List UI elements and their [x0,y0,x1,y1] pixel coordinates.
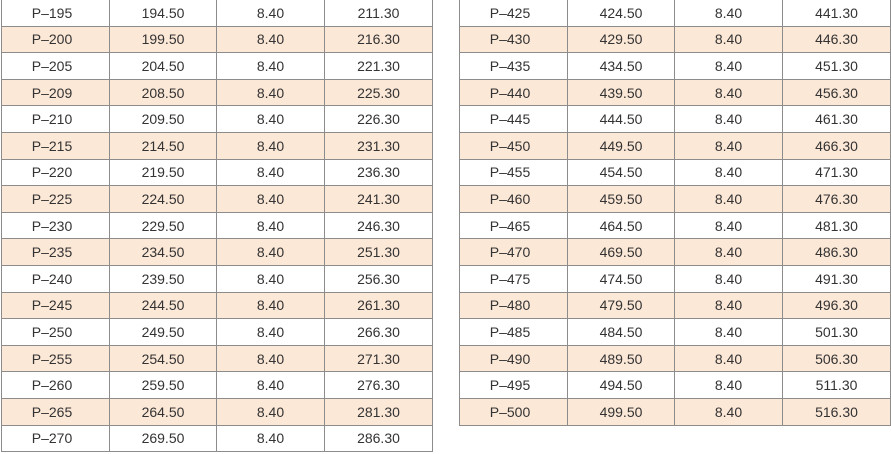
total-cell: 226.30 [325,106,433,133]
value-cell: 269.50 [110,425,217,452]
model-cell: P–205 [2,53,110,80]
size-table-right-body [460,0,891,425]
offset-cell: 8.40 [675,398,783,425]
total-cell: 491.30 [783,265,891,292]
value-cell: 229.50 [110,212,217,239]
model-cell: P–435 [460,53,568,80]
value-cell: 244.50 [110,292,217,319]
offset-cell: 8.40 [217,159,325,186]
offset-cell: 8.40 [675,319,783,346]
model-cell: P–460 [460,186,568,213]
total-cell: 511.30 [783,372,891,399]
offset-cell: 8.40 [675,159,783,186]
total-cell: 241.30 [325,186,433,213]
value-cell: 454.50 [568,159,675,186]
offset-cell: 8.40 [217,26,325,53]
offset-cell: 8.40 [675,265,783,292]
total-cell: 251.30 [325,239,433,266]
size-table-right [459,0,891,426]
table-row [460,265,891,292]
offset-cell: 8.40 [217,186,325,213]
model-cell: P–200 [2,26,110,53]
table-row [460,106,891,133]
table-row [460,372,891,399]
total-cell: 211.30 [325,0,433,26]
table-row [2,53,433,80]
value-cell: 459.50 [568,186,675,213]
value-cell: 194.50 [110,0,217,26]
table-row [2,132,433,159]
offset-cell: 8.40 [217,212,325,239]
model-cell: P–255 [2,345,110,372]
value-cell: 429.50 [568,26,675,53]
offset-cell: 8.40 [675,0,783,26]
offset-cell: 8.40 [675,79,783,106]
model-cell: P–260 [2,372,110,399]
value-cell: 234.50 [110,239,217,266]
value-cell: 484.50 [568,319,675,346]
offset-cell: 8.40 [675,186,783,213]
value-cell: 479.50 [568,292,675,319]
model-cell: P–245 [2,292,110,319]
total-cell: 516.30 [783,398,891,425]
model-cell: P–265 [2,398,110,425]
total-cell: 451.30 [783,53,891,80]
offset-cell: 8.40 [217,292,325,319]
table-row [460,239,891,266]
offset-cell: 8.40 [217,265,325,292]
table-row [460,0,891,26]
offset-cell: 8.40 [217,398,325,425]
offset-cell: 8.40 [675,239,783,266]
table-row [2,0,433,26]
total-cell: 256.30 [325,265,433,292]
offset-cell: 8.40 [675,53,783,80]
model-cell: P–495 [460,372,568,399]
total-cell: 501.30 [783,319,891,346]
total-cell: 236.30 [325,159,433,186]
model-cell: P–440 [460,79,568,106]
size-table-left [1,0,433,452]
table-row [2,372,433,399]
value-cell: 499.50 [568,398,675,425]
model-cell: P–195 [2,0,110,26]
total-cell: 466.30 [783,132,891,159]
value-cell: 464.50 [568,212,675,239]
value-cell: 209.50 [110,106,217,133]
offset-cell: 8.40 [675,345,783,372]
model-cell: P–235 [2,239,110,266]
table-row [460,398,891,425]
value-cell: 474.50 [568,265,675,292]
model-cell: P–230 [2,212,110,239]
table-row [2,212,433,239]
total-cell: 486.30 [783,239,891,266]
model-cell: P–485 [460,319,568,346]
value-cell: 204.50 [110,53,217,80]
model-cell: P–450 [460,132,568,159]
total-cell: 476.30 [783,186,891,213]
offset-cell: 8.40 [217,319,325,346]
offset-cell: 8.40 [217,0,325,26]
table-row [2,239,433,266]
total-cell: 446.30 [783,26,891,53]
model-cell: P–480 [460,292,568,319]
offset-cell: 8.40 [217,106,325,133]
table-row [460,132,891,159]
model-cell: P–250 [2,319,110,346]
model-cell: P–225 [2,186,110,213]
table-row [2,319,433,346]
total-cell: 231.30 [325,132,433,159]
value-cell: 489.50 [568,345,675,372]
table-row [2,106,433,133]
value-cell: 424.50 [568,0,675,26]
model-cell: P–455 [460,159,568,186]
table-row [2,265,433,292]
model-cell: P–220 [2,159,110,186]
offset-cell: 8.40 [217,79,325,106]
model-cell: P–470 [460,239,568,266]
value-cell: 449.50 [568,132,675,159]
total-cell: 441.30 [783,0,891,26]
table-row [2,425,433,452]
table-row [2,292,433,319]
model-cell: P–475 [460,265,568,292]
model-cell: P–430 [460,26,568,53]
value-cell: 199.50 [110,26,217,53]
table-row [2,159,433,186]
offset-cell: 8.40 [675,212,783,239]
value-cell: 494.50 [568,372,675,399]
model-cell: P–210 [2,106,110,133]
table-row [460,186,891,213]
table-row [2,26,433,53]
offset-cell: 8.40 [217,345,325,372]
model-cell: P–500 [460,398,568,425]
total-cell: 221.30 [325,53,433,80]
total-cell: 246.30 [325,212,433,239]
value-cell: 224.50 [110,186,217,213]
offset-cell: 8.40 [217,425,325,452]
value-cell: 208.50 [110,79,217,106]
value-cell: 469.50 [568,239,675,266]
total-cell: 225.30 [325,79,433,106]
total-cell: 266.30 [325,319,433,346]
value-cell: 259.50 [110,372,217,399]
offset-cell: 8.40 [675,106,783,133]
table-row [460,212,891,239]
total-cell: 261.30 [325,292,433,319]
total-cell: 506.30 [783,345,891,372]
table-row [2,398,433,425]
table-row [2,186,433,213]
table-row [460,53,891,80]
offset-cell: 8.40 [217,132,325,159]
value-cell: 444.50 [568,106,675,133]
offset-cell: 8.40 [217,53,325,80]
value-cell: 434.50 [568,53,675,80]
offset-cell: 8.40 [675,292,783,319]
total-cell: 456.30 [783,79,891,106]
table-row [460,159,891,186]
total-cell: 471.30 [783,159,891,186]
table-row [460,319,891,346]
table-row [460,345,891,372]
model-cell: P–425 [460,0,568,26]
offset-cell: 8.40 [675,26,783,53]
offset-cell: 8.40 [675,372,783,399]
table-row [2,79,433,106]
model-cell: P–465 [460,212,568,239]
value-cell: 264.50 [110,398,217,425]
total-cell: 286.30 [325,425,433,452]
offset-cell: 8.40 [675,132,783,159]
model-cell: P–490 [460,345,568,372]
model-cell: P–215 [2,132,110,159]
table-row [460,26,891,53]
model-cell: P–270 [2,425,110,452]
value-cell: 439.50 [568,79,675,106]
value-cell: 254.50 [110,345,217,372]
offset-cell: 8.40 [217,239,325,266]
offset-cell: 8.40 [217,372,325,399]
model-cell: P–209 [2,79,110,106]
total-cell: 271.30 [325,345,433,372]
size-table-left-body [2,0,433,452]
value-cell: 219.50 [110,159,217,186]
total-cell: 276.30 [325,372,433,399]
value-cell: 214.50 [110,132,217,159]
value-cell: 249.50 [110,319,217,346]
total-cell: 461.30 [783,106,891,133]
total-cell: 281.30 [325,398,433,425]
total-cell: 481.30 [783,212,891,239]
table-row [2,345,433,372]
total-cell: 216.30 [325,26,433,53]
table-row [460,292,891,319]
model-cell: P–445 [460,106,568,133]
table-row [460,79,891,106]
model-cell: P–240 [2,265,110,292]
total-cell: 496.30 [783,292,891,319]
value-cell: 239.50 [110,265,217,292]
